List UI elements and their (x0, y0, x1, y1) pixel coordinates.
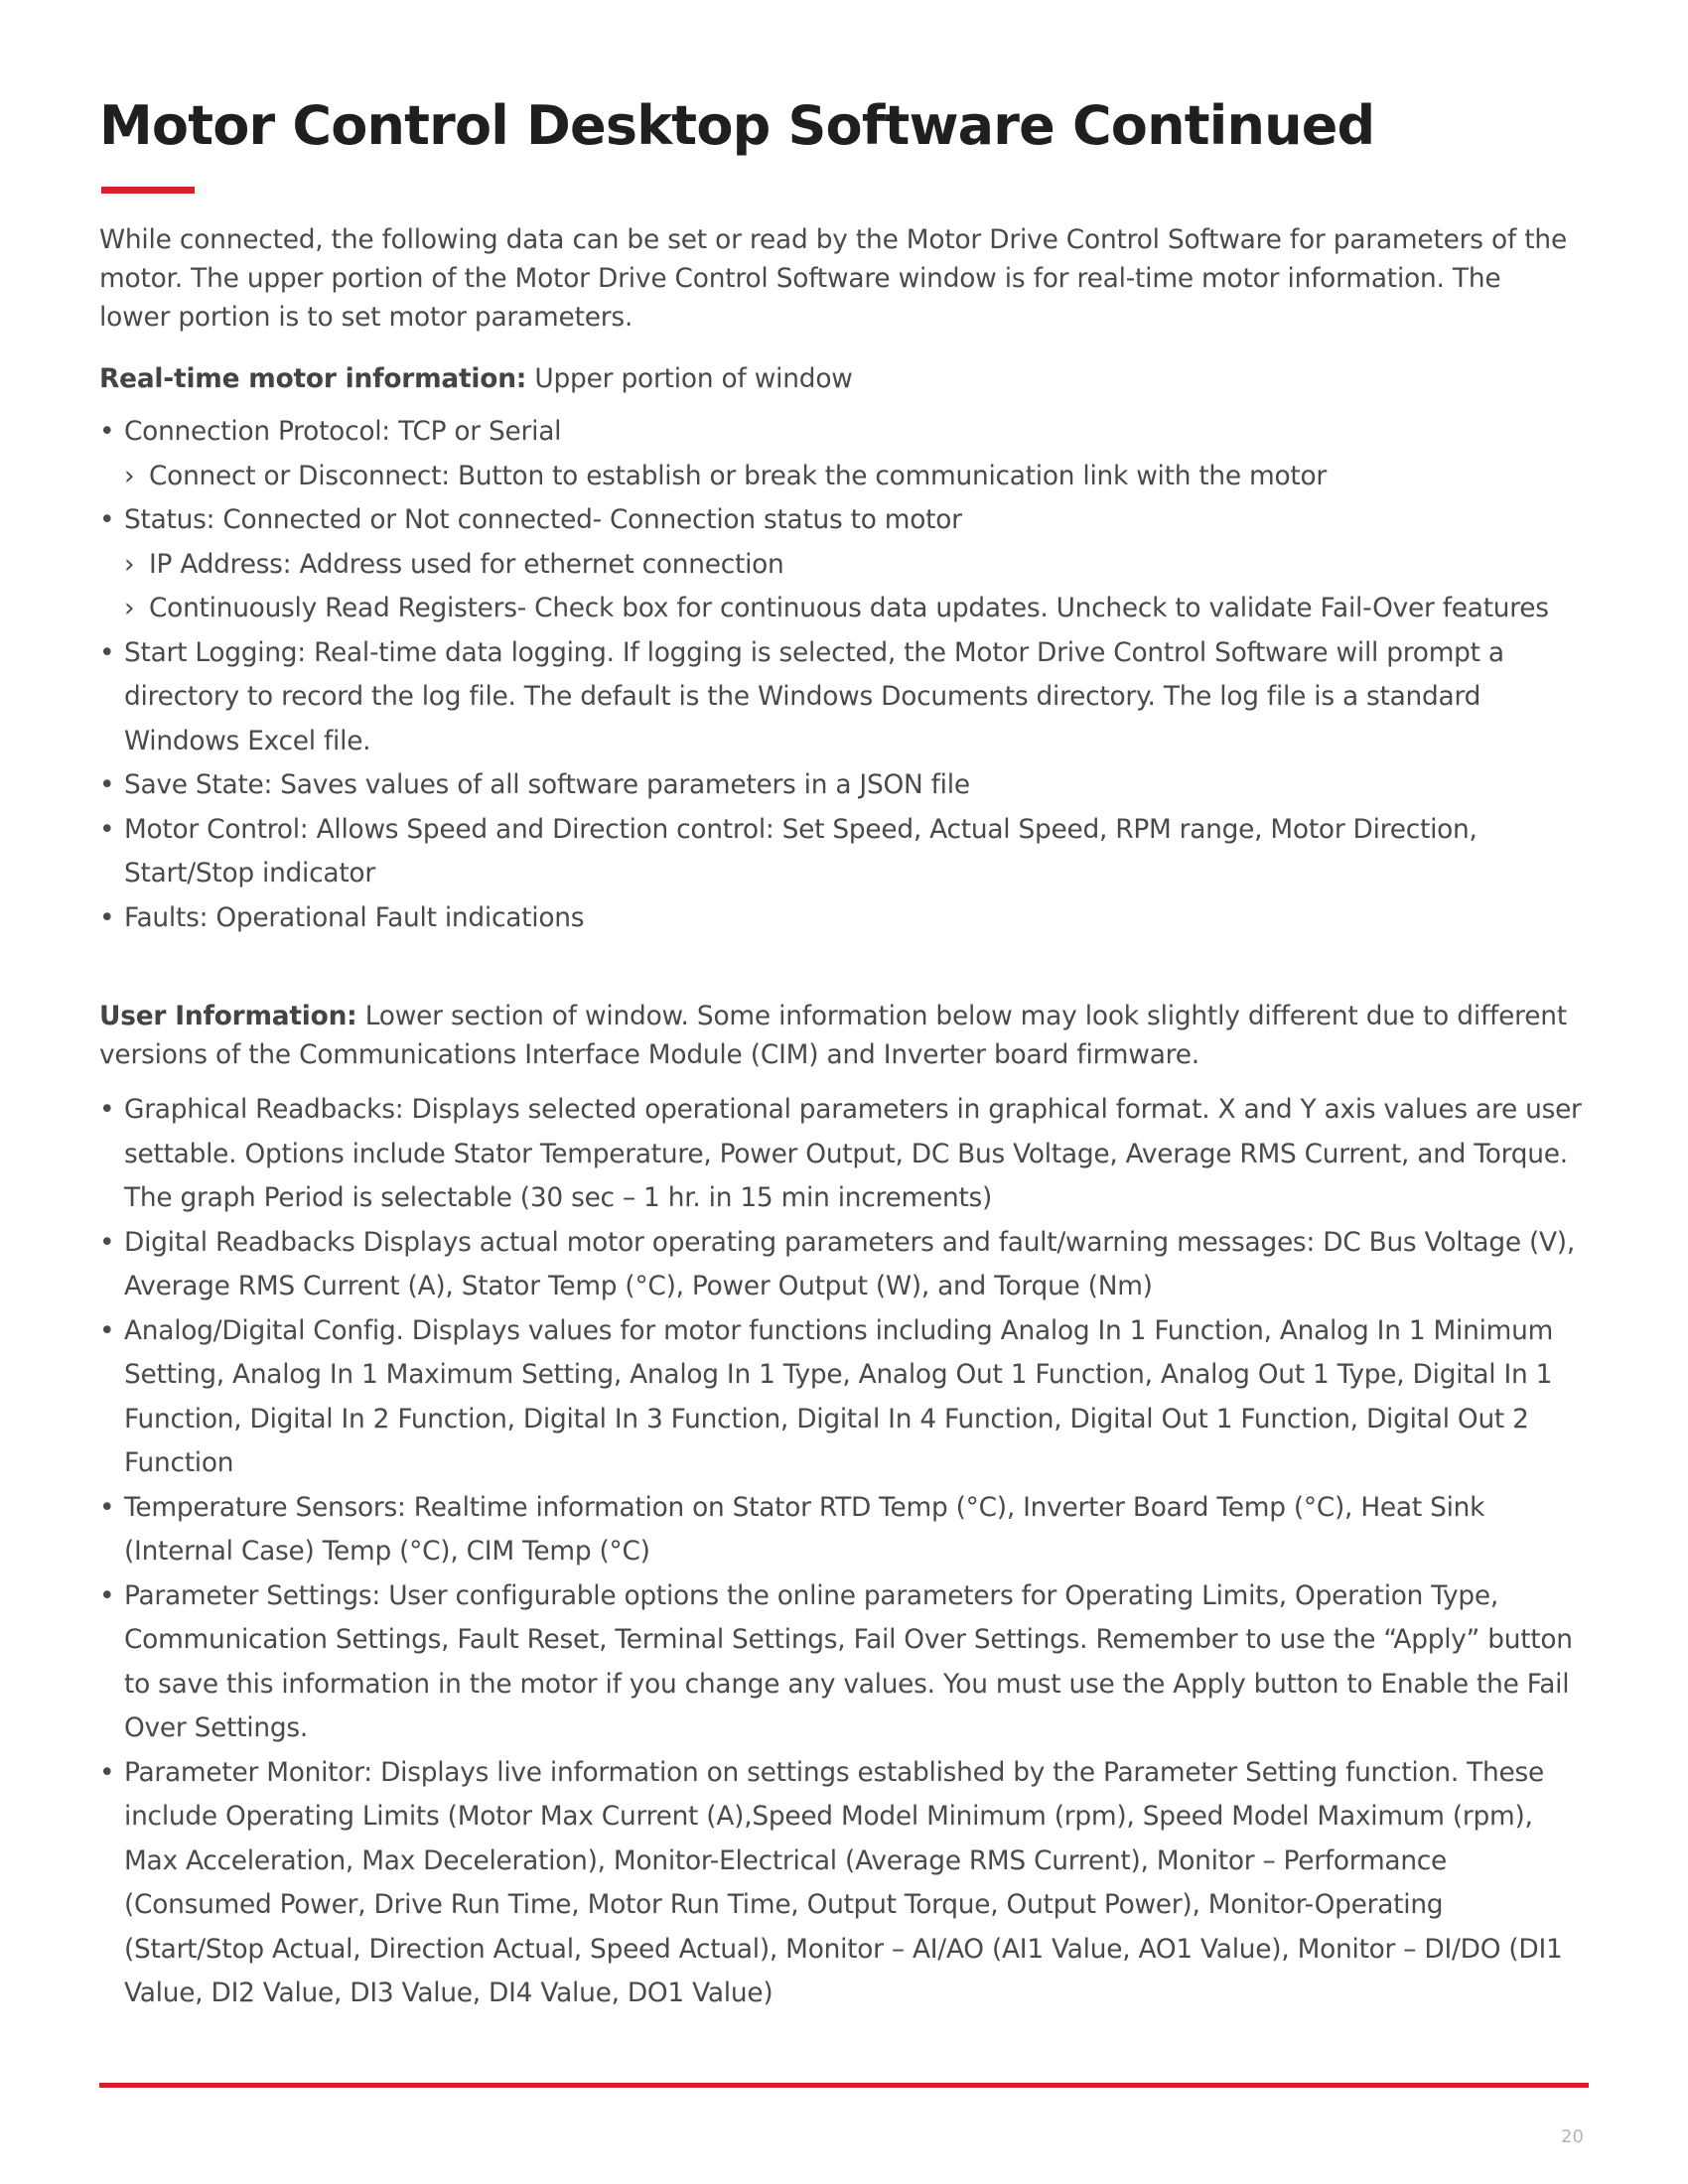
chevron-right-icon: › (124, 460, 135, 491)
realtime-label: Real-time motor information: (99, 363, 527, 394)
chevron-right-icon: › (124, 593, 135, 623)
user-list (99, 1088, 1589, 2016)
bullet-icon: • (99, 1314, 115, 1346)
list-item: • Start Logging: Real-time data logging. If logging is selected, the Motor Drive Control Software will prompt a directory to record the log file. The default is the Windows Documents directory. The log file is a standard Windows Excel file. (99, 631, 1589, 764)
list-item: • Motor Control: Allows Speed and Direction control: Set Speed, Actual Speed, RPM range, Motor Direction, Start/Stop indicator (99, 808, 1589, 896)
bullet-icon: • (99, 636, 115, 668)
page-number: 20 (1561, 2126, 1584, 2147)
page-title: Motor Control Desktop Software Continued (99, 94, 1375, 157)
intro-paragraph: While connected, the following data can be set or read by the Motor Drive Control Software for parameters of the motor. The upper portion of the Motor Drive Control Software window is for real-time motor information. The lower portion is to set motor parameters. (99, 224, 1567, 333)
list-item: • Faults: Operational Fault indications (99, 896, 1589, 941)
bullet-icon: • (99, 1226, 115, 1258)
list-item: • Parameter Settings: User configurable options the online parameters for Operating Limits, Operation Type, Communication Settings, Fault Reset, Terminal Settings, Fail Over Settings. Remember to use the “Apply” button to save this information in the motor if you change any values. You must use the Apply button to Enable the Fail Over Settings. (99, 1574, 1589, 1751)
bullet-icon: • (99, 1579, 115, 1611)
list-item: • Parameter Monitor: Displays live information on settings established by the Parameter Setting function. These include Operating Limits (Motor Max Current (A),Speed Model Minimum (rpm), Speed Model Maximum (rpm), Max Acceleration, Max Deceleration), Monitor-Electrical (Average RMS Current), Monitor – Performance (Consumed Power, Drive Run Time, Motor Run Time, Output Torque, Output Power), Monitor-Operating (Start/Stop Actual, Direction Actual, Speed Actual), Monitor – AI/AO (AI1 Value, AO1 Value), Monitor – DI/DO (DI1 Value, DI2 Value, DI3 Value, DI4 Value, DO1 Value) (99, 1751, 1589, 2016)
chevron-right-icon: › (124, 548, 135, 580)
bullet-icon: • (99, 1491, 115, 1523)
list-item: › Connect or Disconnect: Button to establish or break the communication link with the motor (99, 455, 1589, 499)
list-item: • Temperature Sensors: Realtime information on Stator RTD Temp (°C), Inverter Board Temp (°C), Heat Sink (Internal Case) Temp (°C), CIM Temp (°C) (99, 1486, 1589, 1574)
user-label: User Information: (99, 1001, 357, 1031)
bullet-icon: • (99, 1094, 115, 1125)
user-text: Lower section of window. Some information below may look slightly different due to different versions of the Communications Interface Module (CIM) and Inverter board firmware. (99, 1001, 1567, 1070)
list-item: › Continuously Read Registers- Check box for continuous data updates. Uncheck to validate Fail-Over features (99, 587, 1589, 631)
user-heading (99, 997, 1569, 1074)
bullet-icon: • (99, 1756, 115, 1788)
list-item: • Save State: Saves values of all software parameters in a JSON file (99, 763, 1589, 808)
list-item: • Digital Readbacks Displays actual motor operating parameters and fault/warning messages: DC Bus Voltage (V), Average RMS Current (A), Stator Temp (°C), Power Output (W), and Torque (Nm) (99, 1221, 1589, 1309)
bullet-icon: • (99, 416, 115, 447)
realtime-list (99, 410, 1589, 940)
bullet-icon: • (99, 769, 115, 800)
title-underline (101, 187, 195, 194)
list-item: • Analog/Digital Config. Displays values for motor functions including Analog In 1 Function, Analog In 1 Minimum Setting, Analog In 1 Maximum Setting, Analog In 1 Type, Analog Out 1 Function, Analog Out 1 Type, Digital In 1 Function, Digital In 2 Function, Digital In 3 Function, Digital In 4 Function, Digital Out 1 Function, Digital Out 2 Function (99, 1309, 1589, 1486)
bullet-icon: • (99, 901, 115, 933)
list-item: • Status: Connected or Not connected- Connection status to motor (99, 498, 1589, 543)
footer-rule (99, 2083, 1589, 2088)
bullet-icon: • (99, 813, 115, 845)
list-item: • Graphical Readbacks: Displays selected operational parameters in graphical format. X and Y axis values are user settable. Options include Stator Temperature, Power Output, DC Bus Voltage, Average RMS Current, and Torque. The graph Period is selectable (30 sec – 1 hr. in 15 min increments) (99, 1088, 1589, 1221)
list-item: • Connection Protocol: TCP or Serial (99, 410, 1589, 455)
realtime-heading (99, 359, 1569, 398)
list-item: › IP Address: Address used for ethernet connection (99, 543, 1589, 588)
bullet-icon: • (99, 504, 115, 535)
realtime-text: Upper portion of window (526, 363, 853, 394)
